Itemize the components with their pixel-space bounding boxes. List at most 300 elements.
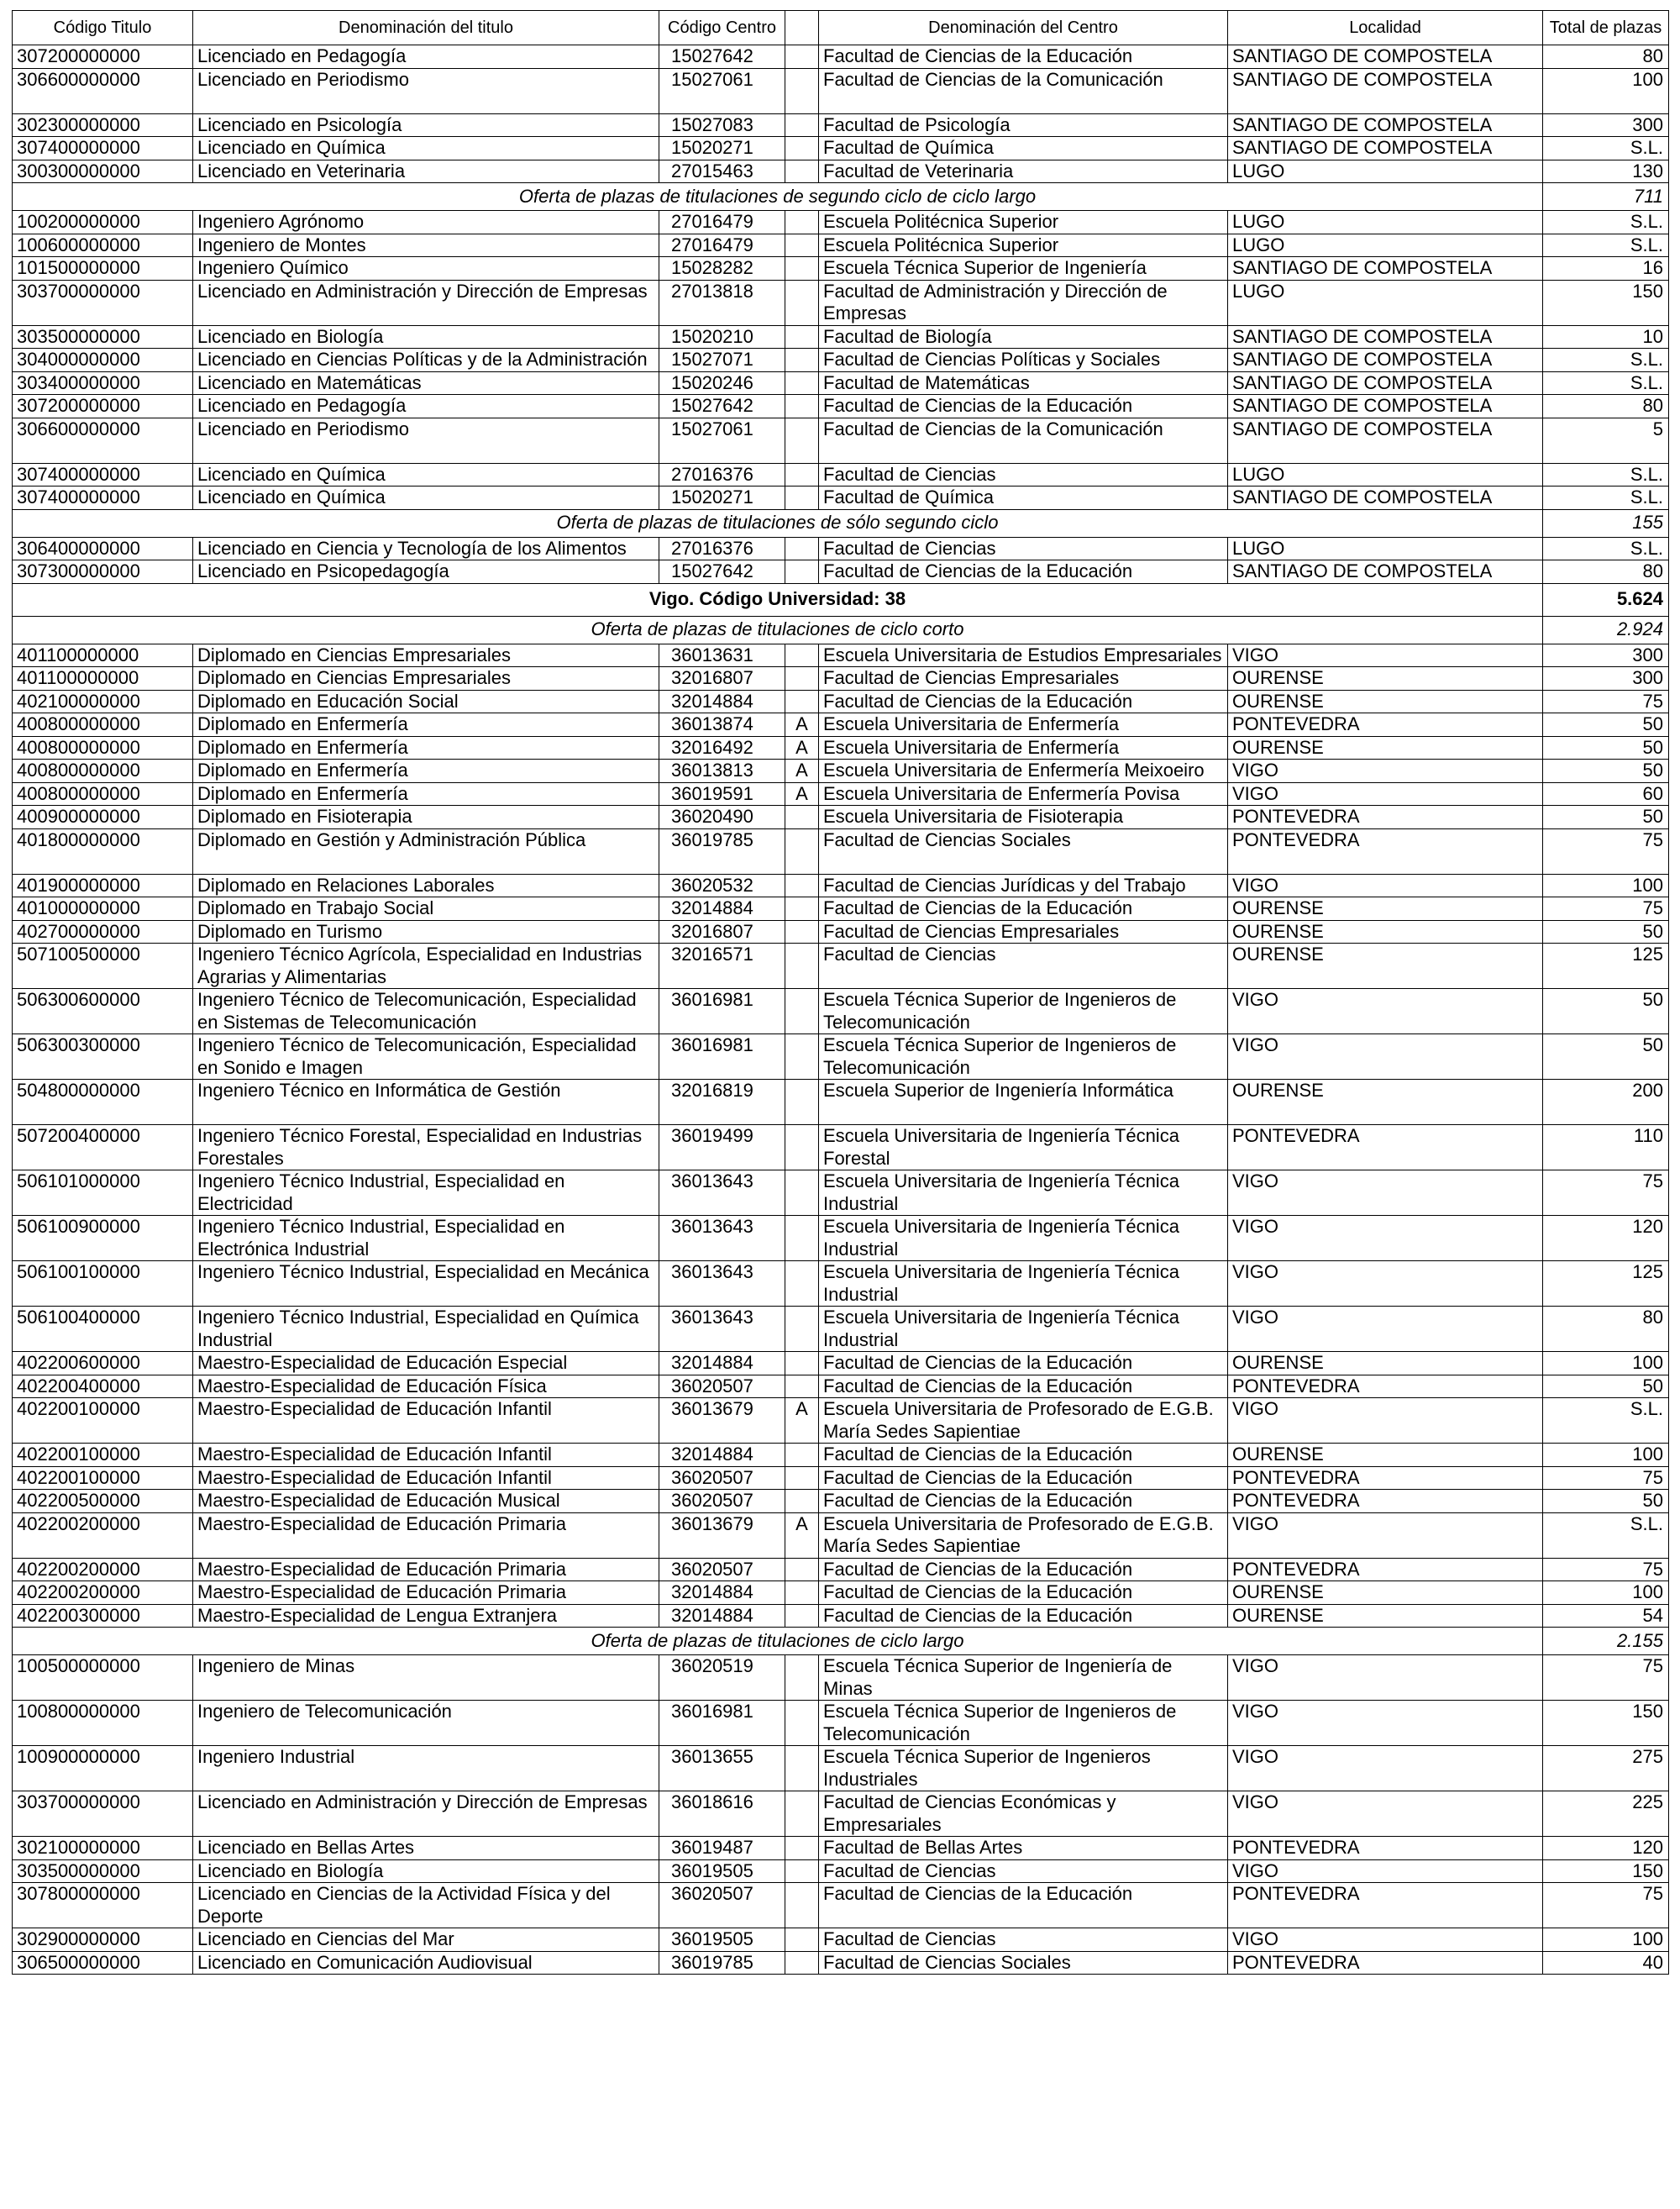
cell-codigo-centro: 36019487	[659, 1837, 785, 1860]
cell-denominacion-titulo: Ingeniero Industrial	[193, 1746, 659, 1791]
cell-denominacion-centro: Facultad de Ciencias	[819, 1928, 1228, 1952]
cell-denominacion-titulo: Diplomado en Trabajo Social	[193, 897, 659, 921]
cell-codigo-centro: 32016571	[659, 944, 785, 989]
cell-codigo-centro: 36019505	[659, 1859, 785, 1883]
cell-total-plazas: 50	[1543, 1034, 1669, 1080]
cell-denominacion-centro: Escuela Universitaria de Ingeniería Técnica Industrial	[819, 1170, 1228, 1216]
table-row	[13, 1512, 1669, 1558]
subtotal-row	[13, 183, 1669, 211]
cell-codigo-titulo: 307400000000	[13, 137, 193, 160]
cell-total-plazas: 75	[1543, 1883, 1669, 1928]
cell-denominacion-titulo: Licenciado en Bellas Artes	[193, 1837, 659, 1860]
table-row	[13, 644, 1669, 667]
cell-denominacion-centro: Escuela Universitaria de Enfermería	[819, 736, 1228, 760]
cell-codigo-titulo: 400800000000	[13, 736, 193, 760]
cell-total-plazas: 100	[1543, 68, 1669, 113]
cell-localidad: VIGO	[1228, 1859, 1543, 1883]
cell-mark	[785, 1837, 819, 1860]
subtotal-label: Oferta de plazas de titulaciones de ciclo corto	[13, 616, 1543, 644]
cell-codigo-titulo: 402200200000	[13, 1581, 193, 1605]
cell-codigo-centro: 36013643	[659, 1261, 785, 1307]
cell-codigo-titulo: 506100400000	[13, 1307, 193, 1352]
cell-codigo-titulo: 307300000000	[13, 560, 193, 584]
cell-total-plazas: 75	[1543, 897, 1669, 921]
cell-codigo-centro: 36019505	[659, 1928, 785, 1952]
cell-denominacion-centro: Facultad de Ciencias	[819, 944, 1228, 989]
cell-total-plazas: S.L.	[1543, 137, 1669, 160]
subtotal-value: 2.924	[1543, 616, 1669, 644]
cell-denominacion-centro: Escuela Técnica Superior de Ingeniería de Minas	[819, 1655, 1228, 1701]
cell-mark	[785, 644, 819, 667]
table-row	[13, 45, 1669, 69]
cell-localidad: LUGO	[1228, 160, 1543, 183]
cell-total-plazas: S.L.	[1543, 463, 1669, 487]
cell-denominacion-titulo: Ingeniero Técnico Industrial, Especialidad en Electrónica Industrial	[193, 1216, 659, 1261]
cell-denominacion-centro: Escuela Universitaria de Ingeniería Técnica Industrial	[819, 1216, 1228, 1261]
cell-localidad: SANTIAGO DE COMPOSTELA	[1228, 257, 1543, 281]
cell-codigo-titulo: 506100100000	[13, 1261, 193, 1307]
cell-mark	[785, 1352, 819, 1375]
cell-mark	[785, 463, 819, 487]
cell-localidad: VIGO	[1228, 760, 1543, 783]
cell-denominacion-titulo: Licenciado en Comunicación Audiovisual	[193, 1951, 659, 1975]
cell-denominacion-titulo: Ingeniero de Montes	[193, 234, 659, 257]
cell-codigo-centro: 15027083	[659, 113, 785, 137]
cell-codigo-centro: 36020507	[659, 1466, 785, 1490]
cell-mark	[785, 418, 819, 463]
subtotal-row	[13, 1628, 1669, 1655]
cell-denominacion-centro: Escuela Universitaria de Profesorado de E.G.B. María Sedes Sapientiae	[819, 1398, 1228, 1444]
cell-total-plazas: 60	[1543, 782, 1669, 806]
cell-localidad: LUGO	[1228, 234, 1543, 257]
cell-mark	[785, 1951, 819, 1975]
cell-denominacion-centro: Facultad de Ciencias Sociales	[819, 1951, 1228, 1975]
cell-total-plazas: 80	[1543, 45, 1669, 69]
document-page	[12, 10, 1668, 1975]
cell-denominacion-titulo: Ingeniero Técnico en Informática de Gestión	[193, 1080, 659, 1125]
cell-denominacion-centro: Facultad de Psicología	[819, 113, 1228, 137]
cell-total-plazas: 75	[1543, 1170, 1669, 1216]
cell-codigo-centro: 27015463	[659, 160, 785, 183]
cell-codigo-centro: 36016981	[659, 989, 785, 1034]
cell-denominacion-centro: Facultad de Matemáticas	[819, 371, 1228, 395]
cell-codigo-titulo: 304000000000	[13, 349, 193, 372]
cell-codigo-centro: 36013655	[659, 1746, 785, 1791]
cell-mark	[785, 1558, 819, 1581]
cell-codigo-centro: 32014884	[659, 1604, 785, 1628]
cell-denominacion-titulo: Ingeniero Agrónomo	[193, 211, 659, 234]
cell-denominacion-titulo: Licenciado en Periodismo	[193, 68, 659, 113]
cell-denominacion-titulo: Diplomado en Fisioterapia	[193, 806, 659, 829]
cell-denominacion-centro: Facultad de Ciencias Empresariales	[819, 920, 1228, 944]
subtotal-label: Oferta de plazas de titulaciones de segundo ciclo de ciclo largo	[13, 183, 1543, 211]
cell-localidad: PONTEVEDRA	[1228, 1466, 1543, 1490]
cell-codigo-titulo: 506300600000	[13, 989, 193, 1034]
plazas-table	[12, 10, 1669, 1975]
cell-mark	[785, 1490, 819, 1513]
cell-mark: A	[785, 782, 819, 806]
cell-denominacion-titulo: Ingeniero Químico	[193, 257, 659, 281]
cell-denominacion-titulo: Ingeniero Técnico Industrial, Especialidad en Química Industrial	[193, 1307, 659, 1352]
cell-mark	[785, 537, 819, 560]
cell-localidad: VIGO	[1228, 1701, 1543, 1746]
cell-total-plazas: 75	[1543, 1558, 1669, 1581]
cell-mark	[785, 1859, 819, 1883]
cell-codigo-titulo: 306400000000	[13, 537, 193, 560]
cell-mark	[785, 920, 819, 944]
cell-denominacion-centro: Facultad de Ciencias de la Educación	[819, 1352, 1228, 1375]
cell-denominacion-titulo: Licenciado en Veterinaria	[193, 160, 659, 183]
subtotal-row	[13, 616, 1669, 644]
table-row	[13, 920, 1669, 944]
cell-codigo-titulo: 400900000000	[13, 806, 193, 829]
cell-codigo-titulo: 401100000000	[13, 644, 193, 667]
cell-mark	[785, 45, 819, 69]
table-row	[13, 1883, 1669, 1928]
table-row	[13, 1581, 1669, 1605]
cell-codigo-centro: 36018616	[659, 1791, 785, 1837]
cell-denominacion-titulo: Licenciado en Química	[193, 487, 659, 510]
cell-denominacion-centro: Facultad de Ciencias de la Educación	[819, 1883, 1228, 1928]
cell-codigo-titulo: 100800000000	[13, 1701, 193, 1746]
cell-denominacion-centro: Facultad de Ciencias de la Educación	[819, 1490, 1228, 1513]
cell-mark: A	[785, 1512, 819, 1558]
cell-localidad: OURENSE	[1228, 1444, 1543, 1467]
cell-denominacion-centro: Facultad de Ciencias Económicas y Empresariales	[819, 1791, 1228, 1837]
subtotal-row	[13, 509, 1669, 537]
cell-codigo-titulo: 402200200000	[13, 1512, 193, 1558]
table-row	[13, 713, 1669, 737]
cell-denominacion-titulo: Licenciado en Administración y Dirección de Empresas	[193, 1791, 659, 1837]
cell-denominacion-titulo: Diplomado en Enfermería	[193, 782, 659, 806]
cell-codigo-titulo: 303700000000	[13, 280, 193, 325]
cell-localidad: LUGO	[1228, 280, 1543, 325]
cell-total-plazas: 75	[1543, 1655, 1669, 1701]
cell-codigo-titulo: 506101000000	[13, 1170, 193, 1216]
table-row	[13, 395, 1669, 418]
cell-denominacion-centro: Facultad de Ciencias de la Educación	[819, 1375, 1228, 1398]
table-row	[13, 1307, 1669, 1352]
cell-localidad: SANTIAGO DE COMPOSTELA	[1228, 349, 1543, 372]
cell-denominacion-titulo: Maestro-Especialidad de Educación Infantil	[193, 1466, 659, 1490]
cell-denominacion-titulo: Diplomado en Gestión y Administración Pública	[193, 828, 659, 874]
cell-codigo-centro: 36020507	[659, 1883, 785, 1928]
cell-denominacion-centro: Facultad de Administración y Dirección de Empresas	[819, 280, 1228, 325]
cell-denominacion-titulo: Maestro-Especialidad de Educación Infantil	[193, 1444, 659, 1467]
cell-total-plazas: S.L.	[1543, 1512, 1669, 1558]
cell-denominacion-titulo: Ingeniero Técnico de Telecomunicación, Especialidad en Sonido e Imagen	[193, 1034, 659, 1080]
table-row	[13, 1928, 1669, 1952]
header-denominacion-centro: Denominación del Centro	[819, 11, 1228, 45]
cell-total-plazas: 80	[1543, 395, 1669, 418]
cell-denominacion-centro: Facultad de Ciencias de la Educación	[819, 897, 1228, 921]
cell-codigo-centro: 15020271	[659, 487, 785, 510]
cell-localidad: PONTEVEDRA	[1228, 1883, 1543, 1928]
cell-mark	[785, 1701, 819, 1746]
cell-denominacion-centro: Facultad de Ciencias de la Educación	[819, 1604, 1228, 1628]
cell-denominacion-centro: Facultad de Ciencias Sociales	[819, 828, 1228, 874]
cell-codigo-titulo: 306500000000	[13, 1951, 193, 1975]
table-row	[13, 782, 1669, 806]
cell-codigo-titulo: 101500000000	[13, 257, 193, 281]
cell-codigo-titulo: 401900000000	[13, 874, 193, 897]
cell-codigo-centro: 36020519	[659, 1655, 785, 1701]
subtotal-label: Oferta de plazas de titulaciones de ciclo largo	[13, 1628, 1543, 1655]
block-solo-segundo-ciclo	[13, 537, 1669, 583]
cell-mark	[785, 874, 819, 897]
table-row	[13, 1701, 1669, 1746]
cell-localidad: OURENSE	[1228, 944, 1543, 989]
cell-total-plazas: 50	[1543, 713, 1669, 737]
cell-localidad: VIGO	[1228, 782, 1543, 806]
cell-localidad: OURENSE	[1228, 690, 1543, 713]
cell-mark	[785, 257, 819, 281]
cell-denominacion-titulo: Licenciado en Química	[193, 463, 659, 487]
cell-codigo-titulo: 402200300000	[13, 1604, 193, 1628]
table-row	[13, 257, 1669, 281]
cell-denominacion-centro: Facultad de Ciencias de la Educación	[819, 45, 1228, 69]
header-codigo-titulo: Código Titulo	[13, 11, 193, 45]
cell-mark	[785, 137, 819, 160]
cell-total-plazas: 16	[1543, 257, 1669, 281]
table-row	[13, 418, 1669, 463]
cell-localidad: SANTIAGO DE COMPOSTELA	[1228, 325, 1543, 349]
cell-mark	[785, 68, 819, 113]
cell-denominacion-centro: Facultad de Química	[819, 137, 1228, 160]
cell-total-plazas: 150	[1543, 1701, 1669, 1746]
cell-codigo-titulo: 100200000000	[13, 211, 193, 234]
cell-codigo-centro: 36019785	[659, 828, 785, 874]
cell-denominacion-titulo: Ingeniero Técnico de Telecomunicación, Especialidad en Sistemas de Telecomunicación	[193, 989, 659, 1034]
cell-codigo-centro: 27013818	[659, 280, 785, 325]
cell-mark	[785, 1928, 819, 1952]
cell-denominacion-centro: Facultad de Veterinaria	[819, 160, 1228, 183]
cell-codigo-centro: 27016479	[659, 211, 785, 234]
cell-denominacion-titulo: Ingeniero Técnico Industrial, Especialidad en Electricidad	[193, 1170, 659, 1216]
cell-denominacion-titulo: Licenciado en Psicopedagogía	[193, 560, 659, 584]
cell-denominacion-centro: Escuela Universitaria de Ingeniería Técnica Forestal	[819, 1125, 1228, 1170]
cell-mark	[785, 944, 819, 989]
table-row	[13, 690, 1669, 713]
cell-localidad: VIGO	[1228, 1034, 1543, 1080]
cell-localidad: VIGO	[1228, 1791, 1543, 1837]
cell-total-plazas: 5	[1543, 418, 1669, 463]
cell-codigo-titulo: 402200100000	[13, 1466, 193, 1490]
table-row	[13, 113, 1669, 137]
header-mark	[785, 11, 819, 45]
cell-mark	[785, 989, 819, 1034]
cell-denominacion-centro: Facultad de Ciencias de la Educación	[819, 560, 1228, 584]
table-row	[13, 1398, 1669, 1444]
cell-mark	[785, 1604, 819, 1628]
table-row	[13, 560, 1669, 584]
cell-codigo-titulo: 307400000000	[13, 463, 193, 487]
header-denominacion-titulo: Denominación del titulo	[193, 11, 659, 45]
cell-total-plazas: 100	[1543, 874, 1669, 897]
cell-codigo-centro: 15027071	[659, 349, 785, 372]
block-segundo-ciclo-tail	[13, 45, 1669, 183]
cell-total-plazas: 50	[1543, 806, 1669, 829]
cell-localidad: PONTEVEDRA	[1228, 1558, 1543, 1581]
cell-total-plazas: 50	[1543, 1375, 1669, 1398]
cell-codigo-centro: 36013643	[659, 1216, 785, 1261]
table-row	[13, 325, 1669, 349]
cell-mark	[785, 1170, 819, 1216]
cell-total-plazas: 50	[1543, 760, 1669, 783]
cell-total-plazas: S.L.	[1543, 487, 1669, 510]
table-row	[13, 487, 1669, 510]
cell-codigo-centro: 36016981	[659, 1034, 785, 1080]
cell-codigo-titulo: 307800000000	[13, 1883, 193, 1928]
cell-total-plazas: 110	[1543, 1125, 1669, 1170]
cell-codigo-centro: 36013679	[659, 1398, 785, 1444]
cell-localidad: SANTIAGO DE COMPOSTELA	[1228, 45, 1543, 69]
table-row	[13, 234, 1669, 257]
cell-denominacion-centro: Facultad de Biología	[819, 325, 1228, 349]
cell-total-plazas: 75	[1543, 690, 1669, 713]
cell-denominacion-titulo: Maestro-Especialidad de Educación Primaria	[193, 1558, 659, 1581]
cell-denominacion-centro: Escuela Universitaria de Enfermería	[819, 713, 1228, 737]
cell-mark	[785, 1791, 819, 1837]
table-row	[13, 1170, 1669, 1216]
cell-codigo-centro: 36013679	[659, 1512, 785, 1558]
cell-mark	[785, 325, 819, 349]
cell-total-plazas: 100	[1543, 1352, 1669, 1375]
cell-total-plazas: 300	[1543, 113, 1669, 137]
cell-codigo-centro: 32016807	[659, 667, 785, 691]
cell-codigo-titulo: 400800000000	[13, 713, 193, 737]
cell-codigo-centro: 36019591	[659, 782, 785, 806]
university-vigo	[13, 583, 1669, 644]
table-row	[13, 1791, 1669, 1837]
cell-mark	[785, 371, 819, 395]
cell-denominacion-titulo: Licenciado en Periodismo	[193, 418, 659, 463]
cell-codigo-centro: 32014884	[659, 897, 785, 921]
cell-denominacion-centro: Facultad de Ciencias Políticas y Sociales	[819, 349, 1228, 372]
cell-codigo-titulo: 506100900000	[13, 1216, 193, 1261]
cell-localidad: SANTIAGO DE COMPOSTELA	[1228, 418, 1543, 463]
cell-mark	[785, 1444, 819, 1467]
cell-denominacion-centro: Escuela Universitaria de Profesorado de E.G.B. María Sedes Sapientiae	[819, 1512, 1228, 1558]
cell-codigo-titulo: 507200400000	[13, 1125, 193, 1170]
university-row	[13, 583, 1669, 616]
cell-codigo-centro: 36013643	[659, 1170, 785, 1216]
cell-denominacion-centro: Facultad de Ciencias	[819, 463, 1228, 487]
cell-denominacion-titulo: Licenciado en Pedagogía	[193, 395, 659, 418]
cell-mark	[785, 211, 819, 234]
cell-total-plazas: S.L.	[1543, 371, 1669, 395]
cell-codigo-titulo: 401100000000	[13, 667, 193, 691]
cell-total-plazas: 10	[1543, 325, 1669, 349]
cell-codigo-centro: 32016492	[659, 736, 785, 760]
cell-codigo-titulo: 302100000000	[13, 1837, 193, 1860]
block-ciclo-corto	[13, 644, 1669, 1628]
cell-denominacion-titulo: Ingeniero de Minas	[193, 1655, 659, 1701]
cell-codigo-titulo: 307200000000	[13, 45, 193, 69]
cell-mark	[785, 1216, 819, 1261]
cell-denominacion-titulo: Diplomado en Enfermería	[193, 760, 659, 783]
cell-denominacion-titulo: Ingeniero Técnico Industrial, Especialidad en Mecánica	[193, 1261, 659, 1307]
table-row	[13, 371, 1669, 395]
table-row	[13, 537, 1669, 560]
cell-localidad: OURENSE	[1228, 1581, 1543, 1605]
table-row	[13, 1951, 1669, 1975]
table-row	[13, 1655, 1669, 1701]
cell-codigo-centro: 15027061	[659, 418, 785, 463]
cell-denominacion-centro: Escuela Técnica Superior de Ingeniería	[819, 257, 1228, 281]
cell-codigo-centro: 15028282	[659, 257, 785, 281]
cell-denominacion-titulo: Maestro-Especialidad de Educación Infantil	[193, 1398, 659, 1444]
cell-codigo-titulo: 307200000000	[13, 395, 193, 418]
cell-localidad: SANTIAGO DE COMPOSTELA	[1228, 68, 1543, 113]
table-row	[13, 1352, 1669, 1375]
university-total: 5.624	[1543, 583, 1669, 616]
cell-localidad: VIGO	[1228, 1512, 1543, 1558]
cell-total-plazas: 150	[1543, 1859, 1669, 1883]
cell-codigo-centro: 36020507	[659, 1490, 785, 1513]
cell-denominacion-centro: Facultad de Ciencias de la Educación	[819, 1581, 1228, 1605]
cell-denominacion-centro: Escuela Universitaria de Enfermería Meixoeiro	[819, 760, 1228, 783]
section-ciclo-largo	[13, 1628, 1669, 1655]
cell-localidad: OURENSE	[1228, 736, 1543, 760]
header-row	[13, 11, 1669, 45]
cell-localidad: SANTIAGO DE COMPOSTELA	[1228, 137, 1543, 160]
cell-mark	[785, 349, 819, 372]
cell-codigo-titulo: 507100500000	[13, 944, 193, 989]
cell-localidad: VIGO	[1228, 644, 1543, 667]
cell-codigo-titulo: 402200500000	[13, 1490, 193, 1513]
cell-codigo-centro: 32016807	[659, 920, 785, 944]
cell-total-plazas: 125	[1543, 1261, 1669, 1307]
table-row	[13, 211, 1669, 234]
cell-codigo-titulo: 400800000000	[13, 782, 193, 806]
cell-denominacion-titulo: Maestro-Especialidad de Educación Especial	[193, 1352, 659, 1375]
table-row	[13, 349, 1669, 372]
table-row	[13, 760, 1669, 783]
cell-denominacion-centro: Facultad de Ciencias de la Educación	[819, 395, 1228, 418]
cell-total-plazas: 50	[1543, 1490, 1669, 1513]
cell-denominacion-titulo: Maestro-Especialidad de Lengua Extranjera	[193, 1604, 659, 1628]
cell-denominacion-centro: Escuela Universitaria de Ingeniería Técnica Industrial	[819, 1261, 1228, 1307]
cell-denominacion-titulo: Diplomado en Ciencias Empresariales	[193, 667, 659, 691]
cell-localidad: PONTEVEDRA	[1228, 806, 1543, 829]
table-row	[13, 463, 1669, 487]
cell-denominacion-centro: Escuela Técnica Superior de Ingenieros de Telecomunicación	[819, 989, 1228, 1034]
table-row	[13, 1375, 1669, 1398]
cell-codigo-centro: 15020210	[659, 325, 785, 349]
cell-total-plazas: 200	[1543, 1080, 1669, 1125]
table-row	[13, 1558, 1669, 1581]
cell-codigo-centro: 15027642	[659, 395, 785, 418]
table-row	[13, 1444, 1669, 1467]
cell-localidad: PONTEVEDRA	[1228, 1951, 1543, 1975]
cell-localidad: LUGO	[1228, 537, 1543, 560]
cell-codigo-titulo: 400800000000	[13, 760, 193, 783]
cell-codigo-titulo: 303500000000	[13, 325, 193, 349]
cell-localidad: VIGO	[1228, 1398, 1543, 1444]
cell-mark	[785, 1883, 819, 1928]
cell-denominacion-centro: Facultad de Bellas Artes	[819, 1837, 1228, 1860]
cell-localidad: OURENSE	[1228, 1604, 1543, 1628]
cell-denominacion-titulo: Maestro-Especialidad de Educación Física	[193, 1375, 659, 1398]
cell-denominacion-centro: Facultad de Ciencias Empresariales	[819, 667, 1228, 691]
header-total-plazas: Total de plazas	[1543, 11, 1669, 45]
cell-mark	[785, 667, 819, 691]
cell-codigo-centro: 36013643	[659, 1307, 785, 1352]
cell-denominacion-centro: Escuela Técnica Superior de Ingenieros Industriales	[819, 1746, 1228, 1791]
cell-denominacion-titulo: Licenciado en Ciencia y Tecnología de los Alimentos	[193, 537, 659, 560]
cell-codigo-titulo: 303400000000	[13, 371, 193, 395]
